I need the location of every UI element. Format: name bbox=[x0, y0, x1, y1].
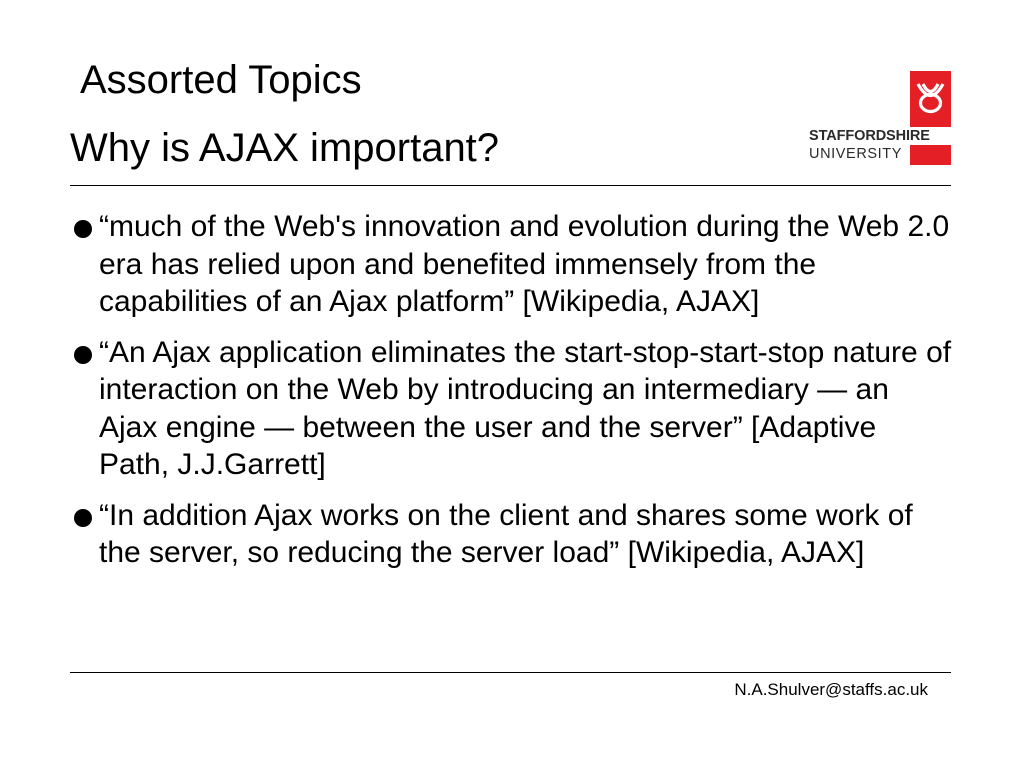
bullet-list bbox=[72, 208, 952, 585]
bullet-item bbox=[72, 208, 952, 321]
footer-email: N.A.Shulver@staffs.ac.uk bbox=[734, 680, 928, 699]
slide-title: Assorted Topics bbox=[80, 58, 362, 102]
bullet-dot-icon bbox=[74, 346, 92, 364]
slide-subtitle: Why is AJAX important? bbox=[70, 126, 500, 170]
bullet-dot-icon bbox=[74, 220, 92, 238]
bullet-item bbox=[72, 497, 952, 572]
bullet-dot-icon bbox=[74, 509, 92, 527]
header-divider bbox=[70, 185, 951, 186]
bullet-text: “In addition Ajax works on the client and shares some work of the server, so reducing the server load” [Wikipedia, AJAX] bbox=[99, 498, 913, 569]
logo-red-strip bbox=[910, 147, 951, 162]
footer-divider bbox=[70, 672, 951, 673]
knot-emblem-icon bbox=[910, 77, 951, 119]
logo-line-2: UNIVERSITY bbox=[809, 146, 903, 162]
bullet-item bbox=[72, 334, 952, 484]
logo-line-1: STAFFORDSHIRE bbox=[809, 128, 930, 144]
bullet-text: “An Ajax application eliminates the start-stop-start-stop nature of interaction on the Web by introducing an intermediary — an Ajax engine — between the user and the server” [Adaptive Path, J.J.Garrett] bbox=[99, 335, 952, 481]
bullet-text: “much of the Web's innovation and evolution during the Web 2.0 era has relied upon and benefited immensely from the capabilities of an Ajax platform” [Wikipedia, AJAX] bbox=[99, 210, 950, 318]
university-logo bbox=[809, 71, 951, 165]
